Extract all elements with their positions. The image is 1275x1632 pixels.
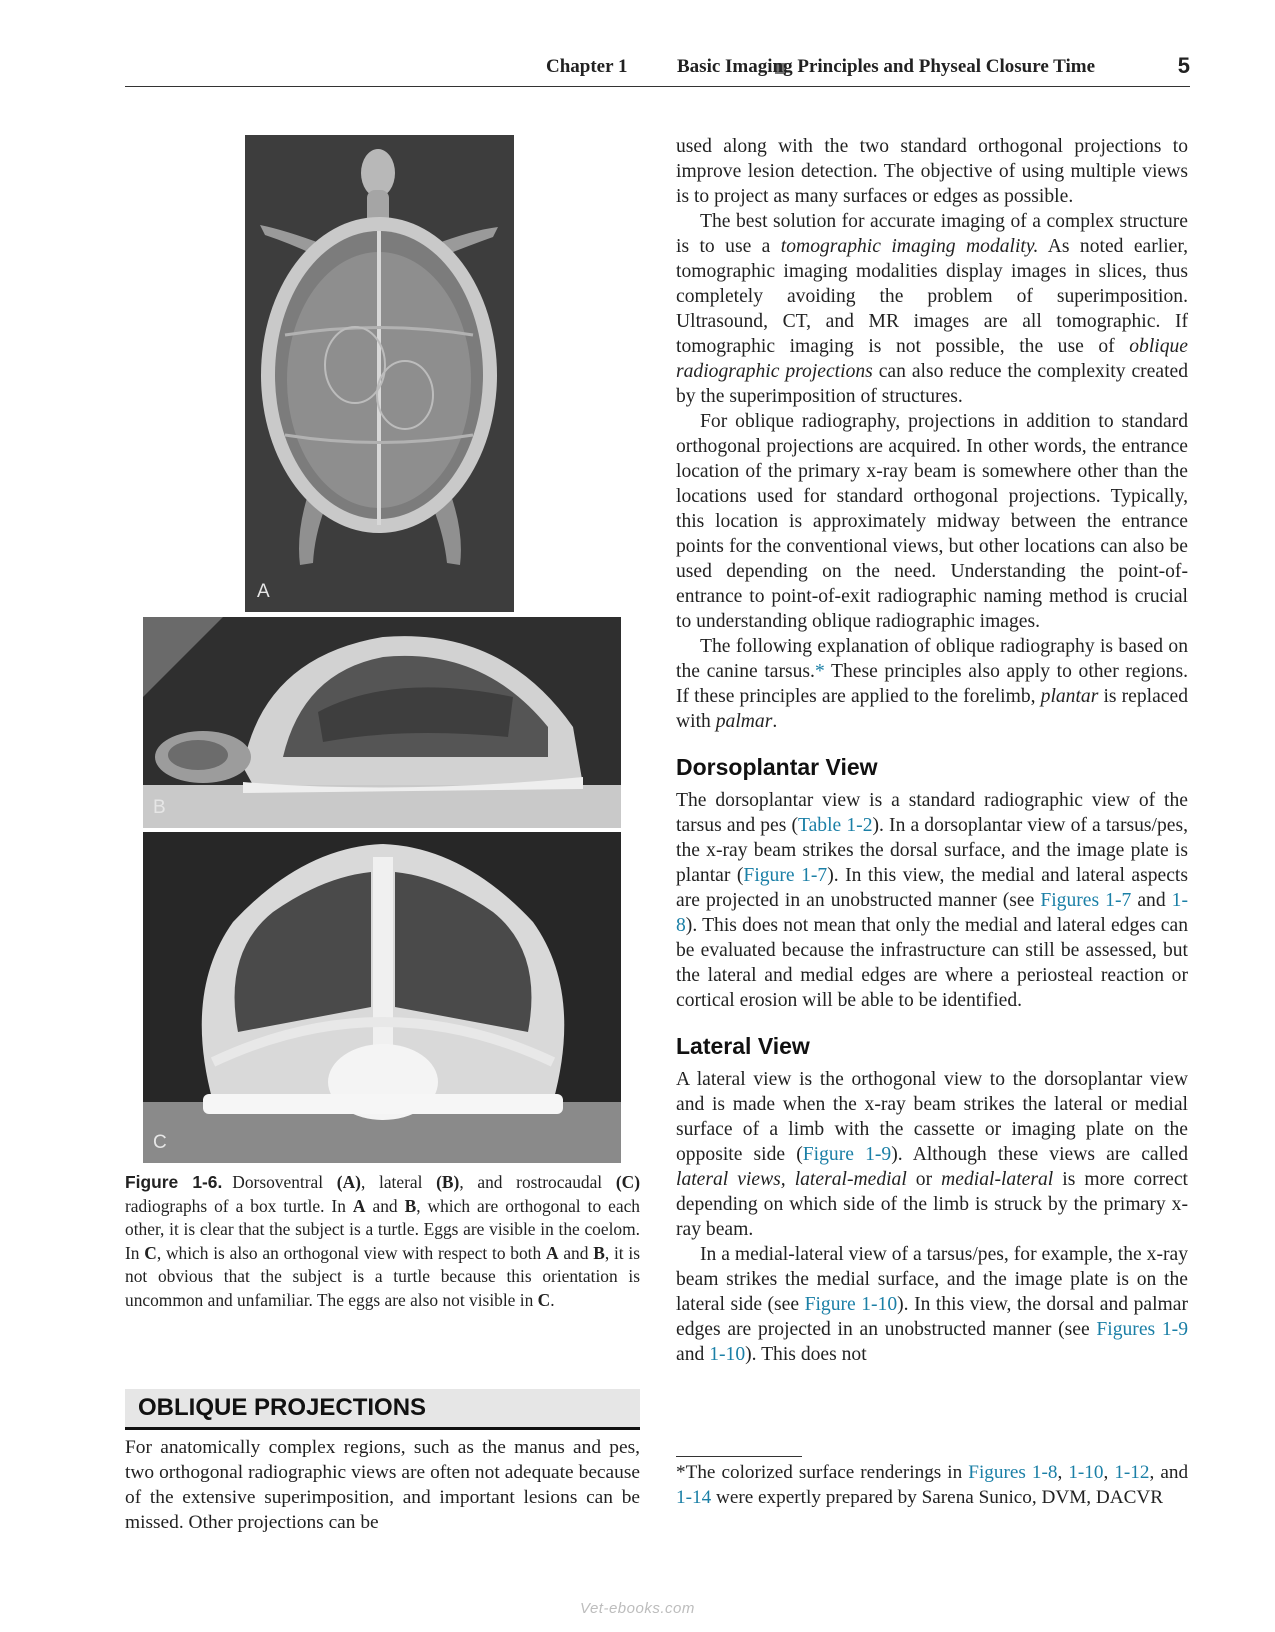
panel-label-b: B <box>153 797 166 818</box>
text-run: The dorsoplantar view is a standard radiographic view of the tarsus and pes ( <box>676 790 1188 836</box>
text-run: , which are orthogonal to each other, it is clear that the subject is a turtle. Eggs are visible in the coelom. In <box>125 1195 640 1263</box>
text-run: A lateral view is the orthogonal view to the dorsoplantar view and is made when the x-ray beam strikes the lateral or medial surface of a limb with the cassette or imaging plate on the opposite side ( <box>676 1069 1188 1165</box>
paragraph <box>676 1242 1188 1367</box>
section-heading: OBLIQUE PROJECTIONS <box>138 1394 427 1421</box>
text-run: , <box>1057 1462 1069 1483</box>
text-run: These principles also apply to other regions. If these principles are applied to the forelimb, <box>676 661 1188 707</box>
text-run: , <box>1103 1462 1115 1483</box>
italic-text: plantar <box>1040 686 1099 707</box>
bold-text: C <box>537 1289 551 1310</box>
text-run: , lateral <box>360 1172 437 1192</box>
text-run: is replaced with <box>676 686 1188 732</box>
cross-reference-link[interactable]: 1-14 <box>676 1487 712 1508</box>
text-run: The following explanation of oblique radiography is based on the canine tarsus. <box>676 636 1188 682</box>
italic-text: tomographic imaging modality. <box>780 236 1039 257</box>
left-paragraph <box>125 1435 640 1535</box>
paragraph <box>676 134 1188 209</box>
cross-reference-link[interactable]: * <box>814 661 825 682</box>
text-run: *The colorized surface renderings in <box>676 1462 969 1483</box>
text-run: radiographs of a box turtle. In <box>125 1195 353 1216</box>
text-run: Dorsoventral <box>232 1172 337 1192</box>
text-run: , and rostrocaudal <box>459 1172 616 1192</box>
text-run: ). Although these views are called <box>891 1144 1188 1165</box>
cross-reference-link[interactable]: 1-12 <box>1114 1462 1150 1483</box>
cross-reference-link[interactable]: Figure 1-9 <box>802 1144 892 1165</box>
cross-reference-link[interactable]: Figure 1-7 <box>743 865 828 886</box>
page-number: 5 <box>1177 53 1190 78</box>
italic-text: palmar <box>715 711 773 732</box>
cross-reference-link[interactable]: 1-10 <box>1068 1462 1104 1483</box>
footnote <box>676 1460 1188 1510</box>
text-run: and <box>676 1344 710 1365</box>
bold-text: C <box>144 1242 157 1263</box>
cross-reference-link[interactable]: Figures 1-7 <box>1040 890 1132 911</box>
paragraph <box>676 409 1188 634</box>
paragraph <box>676 634 1188 734</box>
italic-text: medial-lateral <box>941 1169 1054 1190</box>
text-run: or <box>906 1169 942 1190</box>
cross-reference-link[interactable]: Figure 1-10 <box>804 1294 898 1315</box>
bold-text: A <box>352 1195 366 1216</box>
chapter-label: Chapter 1 <box>546 56 628 77</box>
panel-label-c: C <box>153 1132 167 1153</box>
text-run: , it is not obvious that the subject is a turtle because this orientation is uncommon and unfamiliar. The eggs are also not visible in <box>125 1242 640 1310</box>
text-run: used along with the two standard orthogonal projections to improve lesion detection. The objective of using multiple views is to project as many surfaces or edges as possible. <box>676 136 1188 207</box>
text-run: can also reduce the complexity created by the superimposition of structures. <box>676 361 1189 407</box>
bold-text: (C) <box>615 1172 640 1192</box>
italic-text: oblique radiographic projections <box>676 336 1188 382</box>
watermark: Vet-ebooks.com <box>580 1600 695 1617</box>
paragraph <box>676 1067 1188 1242</box>
bold-text: A <box>545 1242 559 1263</box>
figure-caption <box>125 1171 640 1312</box>
turtle-dorsoventral-xray <box>245 135 514 612</box>
text-run: The best solution for accurate imaging of a complex structure is to use a <box>676 211 1188 257</box>
cross-reference-link[interactable]: 1-10 <box>709 1344 746 1365</box>
text-run: As noted earlier, tomographic imaging modalities display images in slices, thus completely avoiding the problem of superimposition. Ultrasound, CT, and MR images are all tomographic. If tomographic imaging is not possible, the use of <box>676 236 1189 357</box>
text-run: In a medial-lateral view of a tarsus/pes, for example, the x-ray beam strikes the medial surface, and the image plate is on the lateral side (see <box>676 1244 1188 1315</box>
turtle-lateral-xray <box>143 617 621 828</box>
bold-text: (B) <box>436 1172 460 1192</box>
radiograph-panel-b <box>143 617 621 828</box>
turtle-rostrocaudal-xray <box>143 832 621 1163</box>
text-run: ). This does not mean that only the medial and lateral edges can be evaluated because the infrastructure can still be assessed, but the lateral and medial edges are where a periosteal reaction or cortical erosion will be able to be identified. <box>676 915 1188 1011</box>
subheading-dorsoplantar: Dorsoplantar View <box>676 754 878 780</box>
text-run: and <box>558 1242 594 1263</box>
cross-reference-link[interactable]: Figures 1-9 <box>1096 1319 1188 1340</box>
bold-text: B <box>404 1195 417 1216</box>
text-run: and <box>365 1195 405 1216</box>
text-run: For oblique radiography, projections in addition to standard orthogonal projections are acquired. In other words, the entrance location of the primary x-ray beam is somewhere other than the locations used for standard orthogonal projections. Typically, this location is approximately midway between the entrance points for the conventional views, but other locations can also be used depending on the need. Understanding the point-of-entrance to point-of-exit radiographic naming method is crucial to understanding oblique radiographic images. <box>676 411 1188 632</box>
panel-label-a: A <box>257 581 270 602</box>
figure-caption-text <box>125 1172 640 1310</box>
text-run: , which is also an orthogonal view with respect to both <box>156 1242 546 1263</box>
cross-reference-link[interactable]: 1-8 <box>676 890 1188 936</box>
bold-text: (A) <box>336 1172 361 1192</box>
text-run: and <box>1131 890 1172 911</box>
text-run: ). In this view, the medial and lateral aspects are projected in an unobstructed manner (see <box>676 865 1188 911</box>
text-run: For anatomically complex regions, such as the manus and pes, two orthogonal radiographic views are often not adequate because of the extensive superimposition, and important lesions can be missed. Other projections can be <box>125 1437 640 1533</box>
text-run: . <box>550 1289 555 1310</box>
figure-label: Figure 1-6. <box>125 1172 223 1192</box>
footnote-divider <box>676 1456 802 1457</box>
text-run: were expertly prepared by Sarena Sunico, DVM, DACVR <box>711 1487 1164 1508</box>
italic-text: lateral views, lateral-medial <box>676 1169 907 1190</box>
text-run: ). This does not <box>745 1344 867 1365</box>
running-head <box>125 50 1190 87</box>
text-run: is more correct depending on which side of the limb is struck by the primary x-ray beam. <box>676 1169 1188 1240</box>
section-heading-band <box>125 1389 640 1430</box>
text-run: ). In this view, the dorsal and palmar edges are projected in an unobstructed manner (see <box>676 1294 1188 1340</box>
text-run: , and <box>1149 1462 1189 1483</box>
cross-reference-link[interactable]: Figures 1-8 <box>968 1462 1058 1483</box>
subheading-lateral: Lateral View <box>676 1033 810 1059</box>
radiograph-panel-c <box>143 832 621 1163</box>
text-run: . <box>772 711 778 732</box>
paragraph <box>676 209 1188 409</box>
cross-reference-link[interactable]: Table 1-2 <box>798 815 873 836</box>
radiograph-panel-a <box>245 135 514 612</box>
paragraph <box>676 788 1188 1013</box>
right-column <box>676 134 1188 1367</box>
bold-text: B <box>593 1242 605 1263</box>
chapter-title: Basic Imaging Principles and Physeal Closure Time <box>677 56 1096 77</box>
text-run: ). In a dorsoplantar view of a tarsus/pes, the x-ray beam strikes the dorsal surface, and the image plate is plantar ( <box>676 815 1189 886</box>
